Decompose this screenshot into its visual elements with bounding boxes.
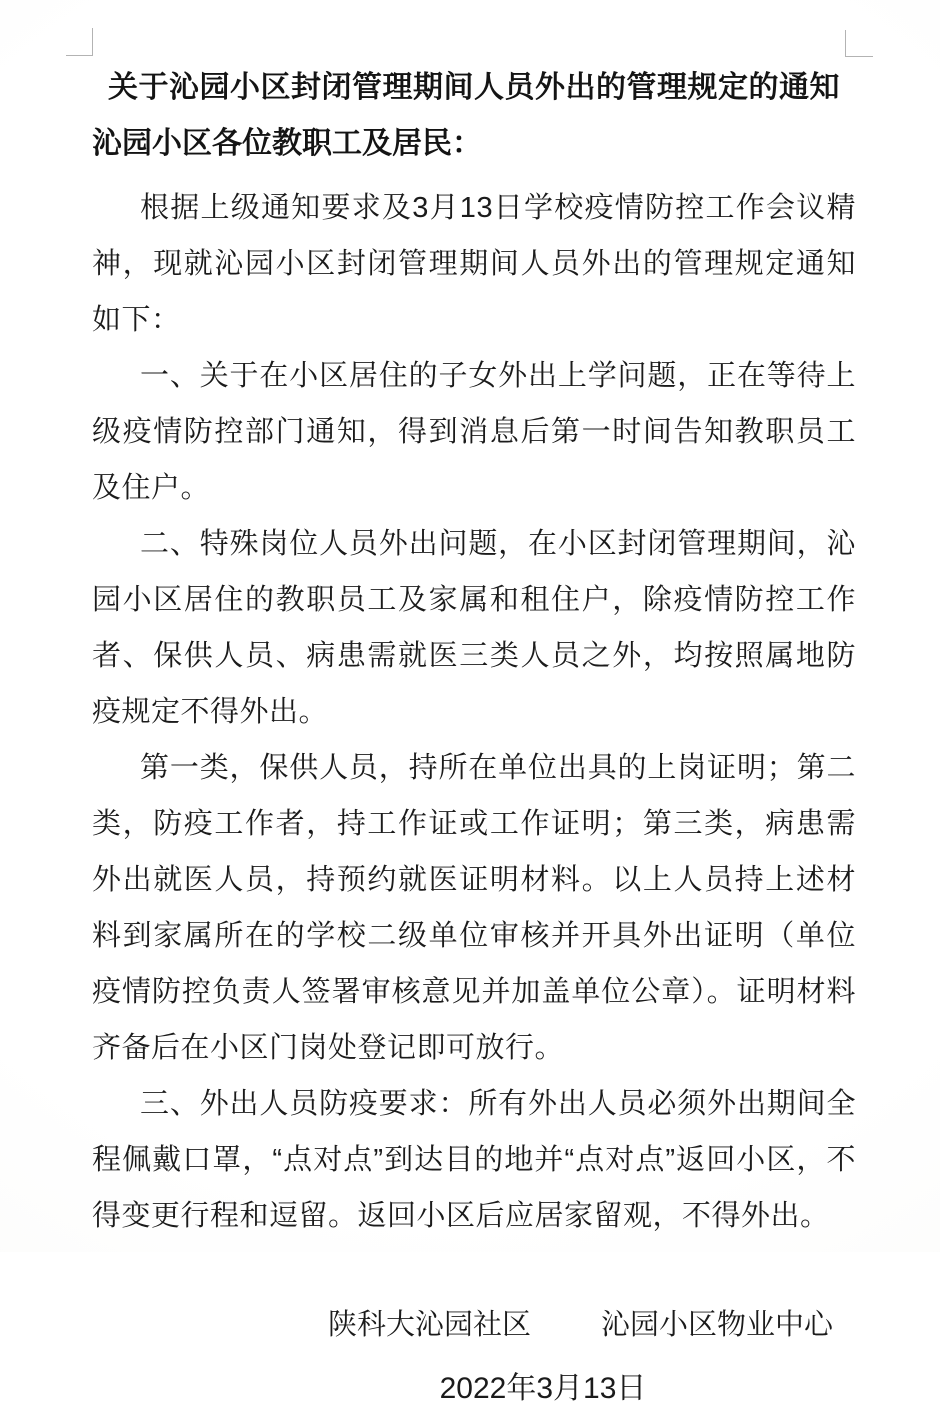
paragraph-categories: 第一类，保供人员，持所在单位出具的上岗证明；第二类，防疫工作者，持工作证或工作证明；第三类，病患需外出就医人员，持预约就医证明材料。以上人员持上述材料到家属所在的学校二级单位审核并开具外出证明（单位疫情防控负责人签署审核意见并加盖单位公章）。证明材料齐备后在小区门岗处登记即可放行。 [92, 752, 856, 1064]
page-corner-crop-mark-top-right [845, 30, 873, 57]
signature-community: 陕科大沁园社区 [328, 1309, 532, 1341]
salutation-line: 沁园小区各位教职工及居民： [92, 127, 482, 160]
signature-row [92, 1297, 856, 1353]
notice-body [92, 180, 856, 1244]
paragraph-intro: 根据上级通知要求及3月13日学校疫情防控工作会议精神，现就沁园小区封闭管理期间人员外出的管理规定通知如下： [92, 192, 856, 336]
paragraph-item-two: 二、特殊岗位人员外出问题，在小区封闭管理期间，沁园小区居住的教职员工及家属和租住户，除疫情防控工作者、保供人员、病患需就医三类人员之外，均按照属地防疫规定不得外出。 [92, 528, 856, 728]
paragraph-item-three: 三、外出人员防疫要求：所有外出人员必须外出期间全程佩戴口罩，“点对点”到达目的地并“点对点”返回小区，不得变更行程和逗留。返回小区后应居家留观，不得外出。 [92, 1088, 856, 1232]
paragraph-item-one: 一、关于在小区居住的子女外出上学问题，正在等待上级疫情防控部门通知，得到消息后第一时间告知教职员工及住户。 [92, 360, 856, 504]
notice-date: 2022年3月13日 [439, 1372, 647, 1405]
notice-title: 关于沁园小区封闭管理期间人员外出的管理规定的通知 [108, 71, 840, 104]
signature-property-center: 沁园小区物业中心 [601, 1309, 834, 1341]
document-content [92, 60, 856, 1417]
page-corner-crop-mark-top-left [66, 28, 93, 56]
